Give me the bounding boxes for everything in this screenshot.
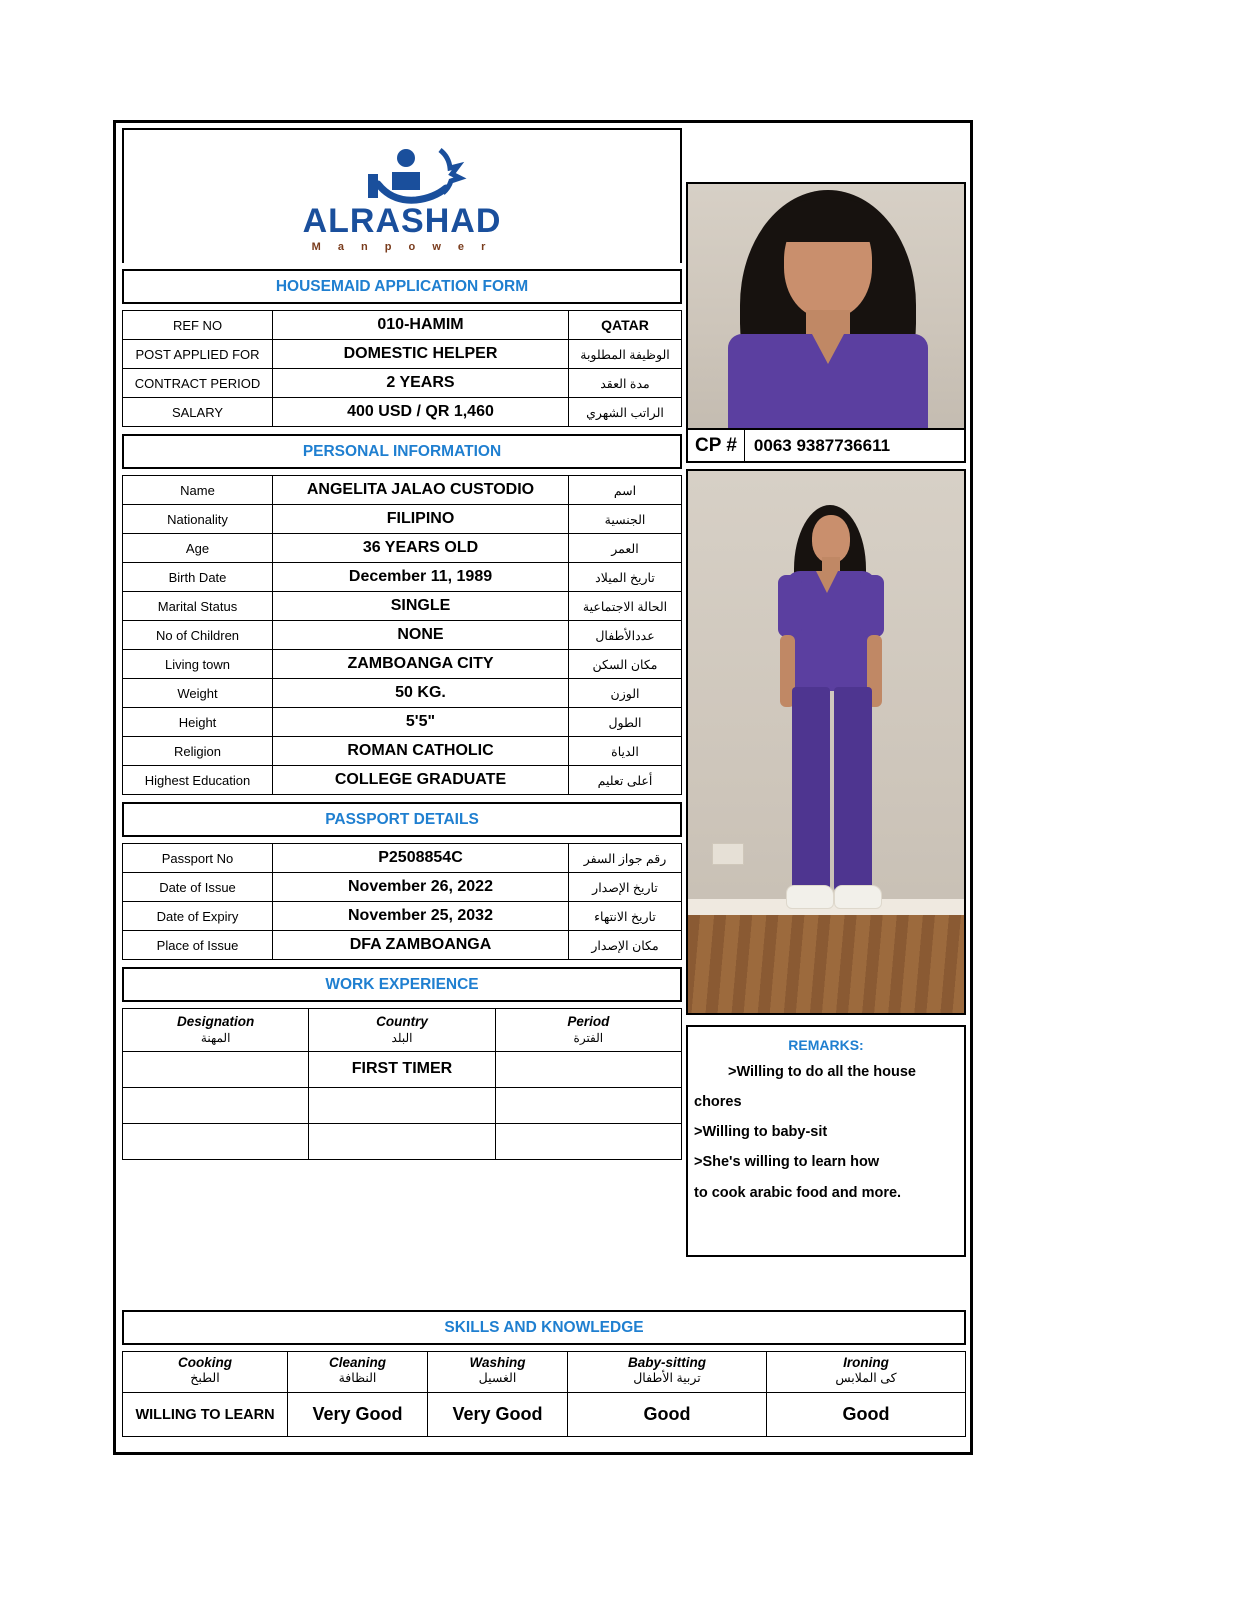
applicant-headshot-photo [686,182,966,430]
skill-name: Washing [469,1355,526,1370]
date-of-issue-value: November 26, 2022 [273,873,569,902]
skill-name-arabic: الطبخ [190,1371,220,1385]
skill-name-arabic: تربية الأطفال [633,1371,701,1385]
skill-name: Ironing [843,1355,889,1370]
age-arabic: العمر [569,534,682,563]
table-row [123,679,682,708]
skill-header-ironing [767,1352,966,1393]
designation-header [123,1009,309,1052]
table-row [123,476,682,505]
place-of-issue-label: Place of Issue [123,931,273,960]
right-column [686,128,966,1257]
period-header [495,1009,681,1052]
name-value: ANGELITA JALAO CUSTODIO [273,476,569,505]
designation-header-en: Designation [177,1014,255,1029]
passport-no-arabic: رقم جواز السفر [569,844,682,873]
table-row [123,708,682,737]
table-row [123,340,682,369]
designation-header-ar: المهنة [200,1030,231,1045]
date-of-issue-label: Date of Issue [123,873,273,902]
place-of-issue-arabic: مكان الإصدار [569,931,682,960]
passport-details-title: PASSPORT DETAILS [122,802,682,837]
table-row [123,1051,682,1087]
marital-status-label: Marital Status [123,592,273,621]
work-row-designation [123,1051,309,1087]
skill-name: Baby-sitting [627,1355,706,1370]
weight-value: 50 KG. [273,679,569,708]
living-town-arabic: مكان السكن [569,650,682,679]
country-header [309,1009,495,1052]
table-row [123,505,682,534]
date-of-issue-arabic: تاريخ الإصدار [569,873,682,902]
age-value: 36 YEARS OLD [273,534,569,563]
country-value: QATAR [569,311,682,340]
skill-value-cleaning: Very Good [288,1393,428,1437]
remarks-line: >Willing to do all the house [728,1064,916,1080]
nationality-arabic: الجنسية [569,505,682,534]
work-row-country [309,1087,495,1123]
post-applied-arabic: الوظيفة المطلوبة [569,340,682,369]
skill-value-babysitting: Good [568,1393,767,1437]
birth-date-label: Birth Date [123,563,273,592]
name-arabic: اسم [569,476,682,505]
work-experience-title: WORK EXPERIENCE [122,967,682,1002]
post-applied-label: POST APPLIED FOR [123,340,273,369]
skill-name-arabic: النظافة [338,1371,377,1385]
salary-value: 400 USD / QR 1,460 [273,398,569,427]
living-town-label: Living town [123,650,273,679]
remarks-line: >She's willing to learn how [694,1154,880,1171]
birth-date-value: December 11, 1989 [273,563,569,592]
period-header-ar: الفترة [573,1030,604,1045]
left-column [122,128,682,1160]
skill-name: Cleaning [328,1355,386,1370]
weight-arabic: الوزن [569,679,682,708]
work-row-country: FIRST TIMER [309,1051,495,1087]
table-row [123,592,682,621]
table-row [123,931,682,960]
table-row [123,534,682,563]
contract-period-value: 2 YEARS [273,369,569,398]
table-header-row [123,1352,966,1393]
education-label: Highest Education [123,766,273,795]
person-in-hand-gear-icon [348,144,456,202]
skills-table [122,1351,966,1437]
skill-header-washing [428,1352,568,1393]
work-row-period [495,1051,681,1087]
weight-label: Weight [123,679,273,708]
applicant-full-body-photo [686,469,966,1015]
marital-status-arabic: الحالة الاجتماعية [569,592,682,621]
height-value: 5'5" [273,708,569,737]
contact-number-row [686,430,966,463]
table-row [123,369,682,398]
table-row [123,398,682,427]
skill-name: Cooking [178,1355,232,1370]
table-row [123,563,682,592]
skill-name-arabic: الغسيل [478,1371,517,1385]
remarks-line: chores [694,1094,742,1111]
remarks-line: >Willing to baby-sit [694,1124,828,1141]
company-tagline: M a n p o w e r [311,241,493,253]
passport-details-table [122,843,682,960]
country-header-ar: البلد [391,1030,413,1045]
personal-information-table [122,475,682,795]
period-header-en: Period [567,1014,610,1029]
religion-arabic: الدياة [569,737,682,766]
table-row [123,902,682,931]
nationality-label: Nationality [123,505,273,534]
work-row-period [495,1123,681,1159]
living-town-value: ZAMBOANGA CITY [273,650,569,679]
skills-title: SKILLS AND KNOWLEDGE [122,1310,966,1345]
religion-label: Religion [123,737,273,766]
table-row [123,311,682,340]
table-row [123,621,682,650]
work-row-period [495,1087,681,1123]
form-title: HOUSEMAID APPLICATION FORM [122,269,682,304]
passport-no-label: Passport No [123,844,273,873]
skill-value-ironing: Good [767,1393,966,1437]
table-row [123,737,682,766]
remarks-title: REMARKS: [788,1037,864,1053]
education-arabic: أعلى تعليم [569,766,682,795]
work-row-designation [123,1087,309,1123]
birth-date-arabic: تاريخ الميلاد [569,563,682,592]
remarks-line: to cook arabic food and more. [694,1184,902,1201]
skill-value-cooking: WILLING TO LEARN [123,1393,288,1437]
passport-no-value: P2508854C [273,844,569,873]
salary-arabic: الراتب الشهري [569,398,682,427]
table-row [123,844,682,873]
table-row [123,873,682,902]
date-of-expiry-label: Date of Expiry [123,902,273,931]
name-label: Name [123,476,273,505]
remarks-box [686,1025,966,1257]
table-row [123,766,682,795]
date-of-expiry-value: November 25, 2032 [273,902,569,931]
personal-information-title: PERSONAL INFORMATION [122,434,682,469]
cp-label: CP # [688,430,745,461]
work-experience-table [122,1008,682,1160]
religion-value: ROMAN CATHOLIC [273,737,569,766]
children-value: NONE [273,621,569,650]
skill-name-arabic: كى الملابس [835,1371,897,1385]
contract-period-label: CONTRACT PERIOD [123,369,273,398]
place-of-issue-value: DFA ZAMBOANGA [273,931,569,960]
marital-status-value: SINGLE [273,592,569,621]
height-label: Height [123,708,273,737]
age-label: Age [123,534,273,563]
work-row-country [309,1123,495,1159]
skill-header-cooking [123,1352,288,1393]
work-row-designation [123,1123,309,1159]
contract-period-arabic: مدة العقد [569,369,682,398]
company-name: ALRASHAD [302,202,502,240]
table-header-row [123,1009,682,1052]
company-logo-block [122,128,682,263]
country-header-en: Country [376,1014,428,1029]
table-row [123,1393,966,1437]
skill-header-babysitting [568,1352,767,1393]
table-row [123,650,682,679]
ref-no-value: 010-HAMIM [273,311,569,340]
table-row [123,1123,682,1159]
date-of-expiry-arabic: تاريخ الانتهاء [569,902,682,931]
post-applied-value: DOMESTIC HELPER [273,340,569,369]
skills-section [122,1310,966,1437]
skill-value-washing: Very Good [428,1393,568,1437]
salary-label: SALARY [123,398,273,427]
height-arabic: الطول [569,708,682,737]
ref-no-label: REF NO [123,311,273,340]
children-label: No of Children [123,621,273,650]
skill-header-cleaning [288,1352,428,1393]
top-info-table [122,310,682,427]
nationality-value: FILIPINO [273,505,569,534]
children-arabic: عددالأطفال [569,621,682,650]
education-value: COLLEGE GRADUATE [273,766,569,795]
table-row [123,1087,682,1123]
cp-number-value: 0063 9387736611 [753,435,891,455]
